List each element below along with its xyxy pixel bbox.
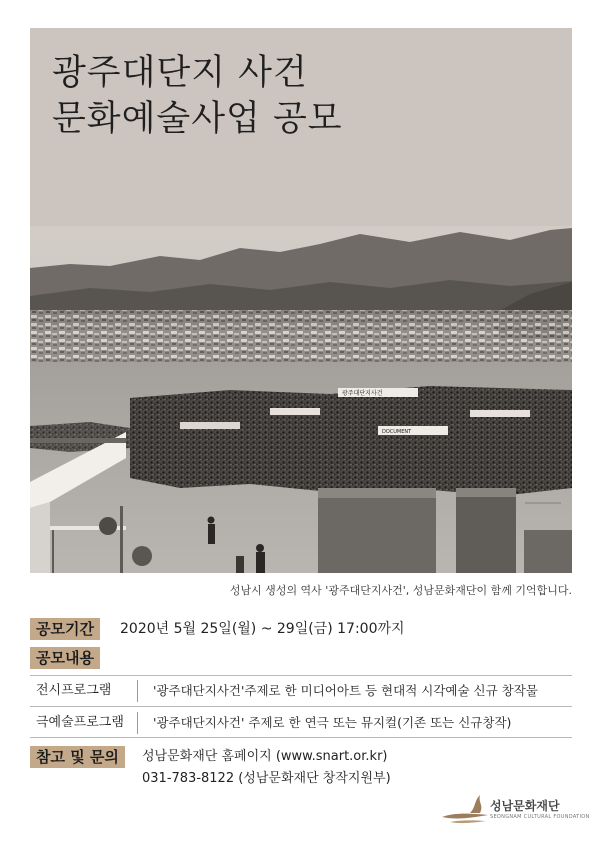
inquiry-label: 참고 및 문의 xyxy=(30,746,125,768)
period-label: 공모기간 xyxy=(30,618,100,640)
row-desc-theater: '광주대단지사건' 주제로 한 연극 또는 뮤지컬(기존 또는 신규창작) xyxy=(153,715,512,730)
foundation-name: 성남문화재단 xyxy=(490,799,560,813)
table-top-line xyxy=(30,675,572,676)
row-divider-1 xyxy=(137,680,138,702)
period-value: 2020년 5월 25일(월) ~ 29일(금) 17:00까지 xyxy=(120,621,405,637)
poster-hero xyxy=(30,28,572,573)
table-bottom-line xyxy=(30,737,572,738)
title-line-1: 광주대단지 사건 xyxy=(52,53,308,93)
inquiry-phone: 031-783-8122 (성남문화재단 창작지원부) xyxy=(142,771,391,786)
banner-sign-1: 광주대단지사건 xyxy=(342,390,383,397)
foundation-logo-icon xyxy=(440,793,490,825)
content-label: 공모내용 xyxy=(30,647,100,669)
historical-photo xyxy=(30,226,572,573)
banner-sign-2: DOCUMENT xyxy=(382,429,412,435)
row-desc-exhibition: '광주대단지사건'주제로 한 미디어아트 등 현대적 시각예술 신규 창작물 xyxy=(153,683,538,698)
foundation-logo xyxy=(440,793,590,827)
title-line-2: 문화예술사업 공모 xyxy=(52,99,343,139)
table-middle-line xyxy=(30,706,572,707)
photo-caption: 성남시 생성의 역사 '광주대단지사건', 성남문화재단이 함께 기억합니다. xyxy=(229,584,572,597)
row-divider-2 xyxy=(137,712,138,734)
foundation-name-en: SEONGNAM CULTURAL FOUNDATION xyxy=(490,814,590,820)
inquiry-website: 성남문화재단 홈페이지 (www.snart.or.kr) xyxy=(142,749,388,764)
row-label-exhibition: 전시프로그램 xyxy=(36,683,112,698)
poster-title xyxy=(52,50,343,142)
row-label-theater: 극예술프로그램 xyxy=(36,715,124,730)
